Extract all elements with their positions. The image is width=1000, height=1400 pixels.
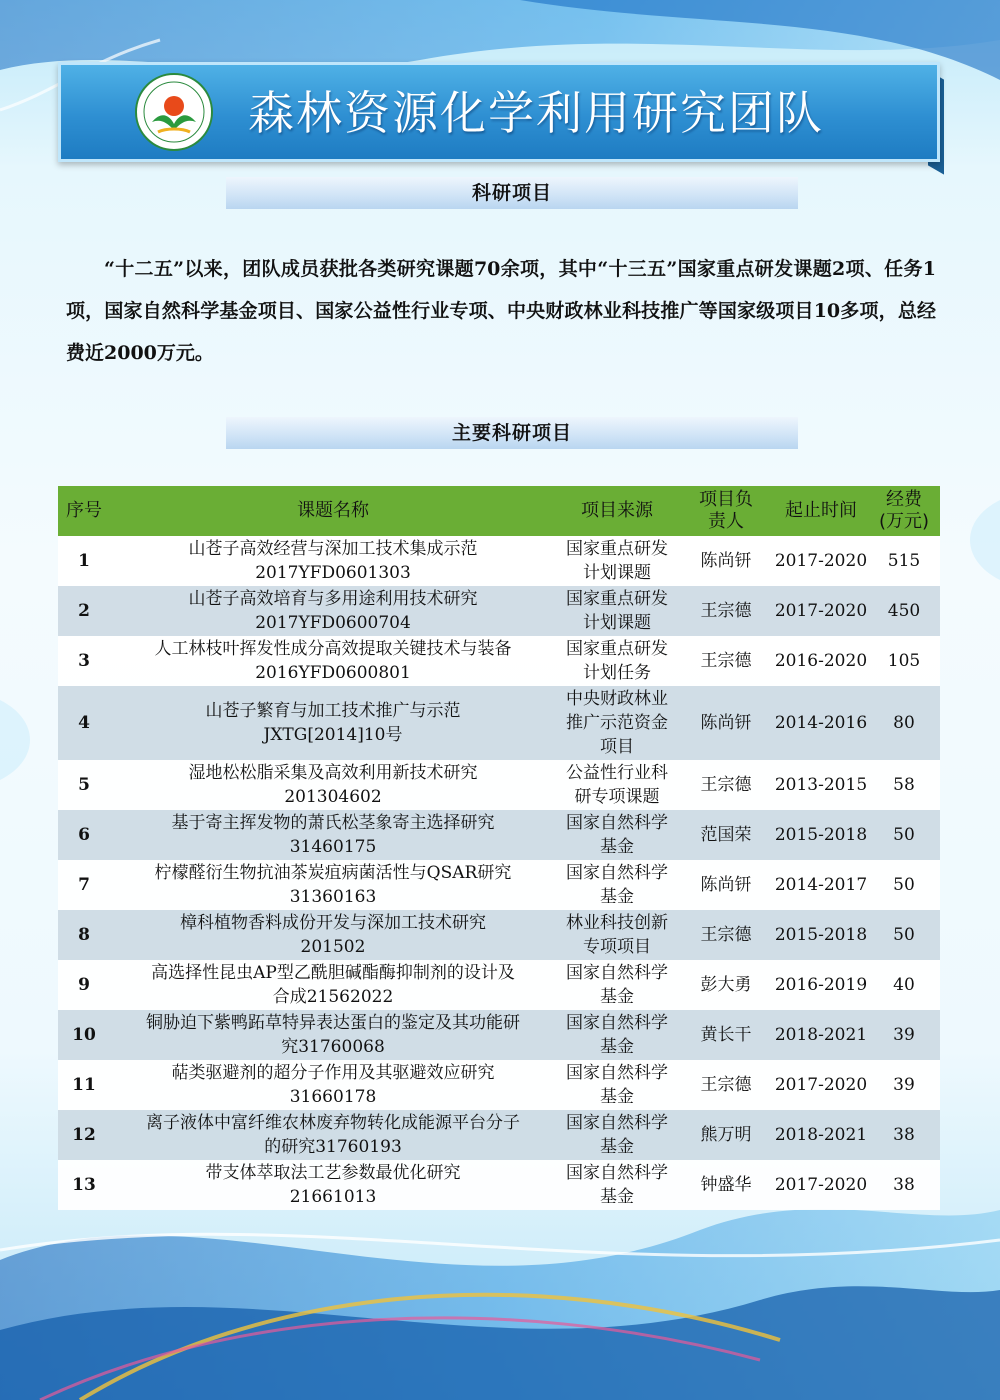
cell-project-name-line1: 山苍子繁育与加工技术推广与示范 — [205, 701, 461, 721]
cell-no: 13 — [58, 1160, 110, 1210]
cell-source-line1: 国家自然科学 — [566, 1013, 668, 1033]
cell-project-name-line1: 湿地松松脂采集及高效利用新技术研究 — [188, 763, 478, 783]
cell-period: 2014-2016 — [774, 686, 868, 760]
cell-funding: 40 — [868, 960, 940, 1010]
intro-paragraph: “十二五”以来，团队成员获批各类研究课题70余项，其中“十三五”国家重点研发课题2项、任务1项，国家自然科学基金项目、国家公益性行业专项、中央财政林业科技推广等国家级项目10多项，总经费近2000万元。 — [66, 258, 936, 364]
table-row — [58, 636, 940, 686]
header-leader-line1: 项目负 — [699, 489, 753, 510]
cell-project-name-line1: 离子液体中富纤维农林废弃物转化成能源平台分子 — [146, 1113, 520, 1133]
cell-no: 6 — [58, 810, 110, 860]
cell-project-name-line1: 带支体萃取法工艺参数最优化研究 — [205, 1163, 461, 1183]
cell-source — [556, 636, 678, 686]
cell-leader: 黄长干 — [678, 1010, 774, 1060]
cell-project-name-line1: 人工林枝叶挥发性成分高效提取关键技术与装备 — [154, 639, 512, 659]
cell-source-line1: 国家重点研发 — [566, 589, 668, 609]
cell-period: 2016-2019 — [774, 960, 868, 1010]
header-leader-line2: 责人 — [708, 511, 744, 532]
cell-funding: 50 — [868, 810, 940, 860]
cell-period: 2015-2018 — [774, 810, 868, 860]
cell-leader: 王宗德 — [678, 760, 774, 810]
cell-project-name — [110, 960, 556, 1010]
header-name: 课题名称 — [110, 486, 556, 536]
cell-source-line1: 林业科技创新 — [566, 913, 668, 933]
cell-project-name-line2: 2016YFD0600801 — [255, 663, 411, 683]
cell-project-name — [110, 860, 556, 910]
cell-project-name — [110, 1060, 556, 1110]
cell-funding: 38 — [868, 1110, 940, 1160]
page-title: 森林资源化学利用研究团队 — [248, 86, 824, 140]
cell-project-name-line2: 31360163 — [289, 887, 377, 907]
cell-source — [556, 1060, 678, 1110]
cell-project-name-line2: 的研究31760193 — [264, 1137, 402, 1157]
table-row — [58, 960, 940, 1010]
table-header-row — [58, 486, 940, 536]
cell-period: 2018-2021 — [774, 1010, 868, 1060]
cell-project-name-line2: 21661013 — [289, 1187, 377, 1207]
cell-source-line1: 国家自然科学 — [566, 1163, 668, 1183]
cell-leader: 范国荣 — [678, 810, 774, 860]
cell-period: 2017-2020 — [774, 536, 868, 586]
cell-no: 4 — [58, 686, 110, 760]
cell-source-line2: 基金 — [600, 1187, 634, 1207]
cell-period: 2016-2020 — [774, 636, 868, 686]
cell-no: 2 — [58, 586, 110, 636]
cell-project-name-line1: 山苍子高效培育与多用途利用技术研究 — [188, 589, 478, 609]
cell-project-name — [110, 1110, 556, 1160]
table-row — [58, 1110, 940, 1160]
cell-project-name-line1: 柠檬醛衍生物抗油茶炭疽病菌活性与QSAR研究 — [154, 863, 512, 883]
cell-no: 9 — [58, 960, 110, 1010]
cell-source — [556, 760, 678, 810]
cell-no: 8 — [58, 910, 110, 960]
cell-source-line2: 研专项课题 — [574, 787, 660, 807]
cell-period: 2017-2020 — [774, 1160, 868, 1210]
cell-project-name — [110, 636, 556, 686]
cell-source-line2: 基金 — [600, 837, 634, 857]
cell-source-line2: 计划课题 — [583, 613, 651, 633]
header-period: 起止时间 — [774, 486, 868, 536]
cell-source-line1: 国家自然科学 — [566, 1063, 668, 1083]
table-row — [58, 860, 940, 910]
cell-no: 11 — [58, 1060, 110, 1110]
cell-source-line1: 国家自然科学 — [566, 863, 668, 883]
cell-funding: 105 — [868, 636, 940, 686]
cell-project-name — [110, 1010, 556, 1060]
cell-no: 5 — [58, 760, 110, 810]
cell-source — [556, 860, 678, 910]
university-logo-icon — [134, 72, 214, 152]
cell-project-name-line1: 萜类驱避剂的超分子作用及其驱避效应研究 — [171, 1063, 495, 1083]
cell-period: 2014-2017 — [774, 860, 868, 910]
cell-leader: 陈尚钘 — [678, 536, 774, 586]
cell-project-name-line2: 2017YFD0601303 — [255, 563, 411, 583]
cell-period: 2017-2020 — [774, 1060, 868, 1110]
cell-no: 7 — [58, 860, 110, 910]
table-row — [58, 686, 940, 760]
table-row — [58, 1010, 940, 1060]
table-row — [58, 910, 940, 960]
cell-leader: 陈尚钘 — [678, 686, 774, 760]
table-row — [58, 536, 940, 586]
cell-no: 3 — [58, 636, 110, 686]
cell-period: 2013-2015 — [774, 760, 868, 810]
cell-funding: 515 — [868, 536, 940, 586]
cell-project-name-line1: 山苍子高效经营与深加工技术集成示范 — [188, 539, 478, 559]
cell-project-name-line2: 合成21562022 — [272, 987, 394, 1007]
cell-leader: 王宗德 — [678, 1060, 774, 1110]
cell-source-line1: 国家重点研发 — [566, 639, 668, 659]
cell-source-line1: 国家自然科学 — [566, 813, 668, 833]
cell-period: 2015-2018 — [774, 910, 868, 960]
cell-source-line2: 推广示范资金 — [566, 713, 668, 733]
cell-project-name — [110, 586, 556, 636]
cell-no: 1 — [58, 536, 110, 586]
cell-source-line2: 计划课题 — [583, 563, 651, 583]
cell-project-name — [110, 686, 556, 760]
cell-source-line1: 国家自然科学 — [566, 963, 668, 983]
header-leader — [678, 486, 774, 536]
table-row — [58, 1060, 940, 1110]
cell-funding: 50 — [868, 860, 940, 910]
cell-source-line1: 国家重点研发 — [566, 539, 668, 559]
header-no: 序号 — [58, 486, 110, 536]
cell-period: 2017-2020 — [774, 586, 868, 636]
header-funding-line1: 经费 — [886, 489, 922, 510]
cell-project-name — [110, 910, 556, 960]
section-title-main-projects: 主要科研项目 — [226, 417, 798, 449]
cell-project-name-line1: 基于寄主挥发物的萧氏松茎象寄主选择研究 — [171, 813, 495, 833]
cell-source-line3: 项目 — [600, 737, 634, 757]
cell-source-line2: 基金 — [600, 1137, 634, 1157]
cell-leader: 陈尚钘 — [678, 860, 774, 910]
cell-source-line2: 基金 — [600, 1037, 634, 1057]
cell-leader: 钟盛华 — [678, 1160, 774, 1210]
cell-source — [556, 586, 678, 636]
cell-project-name — [110, 760, 556, 810]
cell-source-line2: 专项项目 — [583, 937, 651, 957]
cell-leader: 彭大勇 — [678, 960, 774, 1010]
header-funding-line2: (万元) — [878, 511, 930, 532]
table-body — [58, 536, 940, 1210]
cell-project-name-line1: 高选择性昆虫AP型乙酰胆碱酯酶抑制剂的设计及 — [151, 963, 515, 983]
cell-project-name-line1: 铜胁迫下紫鸭跖草特异表达蛋白的鉴定及其功能研 — [146, 1013, 520, 1033]
cell-funding: 50 — [868, 910, 940, 960]
cell-funding: 38 — [868, 1160, 940, 1210]
cell-project-name — [110, 1160, 556, 1210]
section-title-research: 科研项目 — [226, 177, 798, 209]
projects-table — [58, 486, 940, 1210]
cell-source-line2: 基金 — [600, 1087, 634, 1107]
cell-source — [556, 686, 678, 760]
table-row — [58, 586, 940, 636]
cell-funding: 39 — [868, 1010, 940, 1060]
header-funding — [868, 486, 940, 536]
cell-source — [556, 536, 678, 586]
table-row — [58, 810, 940, 860]
cell-source — [556, 810, 678, 860]
cell-project-name-line2: 31460175 — [289, 837, 377, 857]
cell-leader: 王宗德 — [678, 636, 774, 686]
cell-source — [556, 1160, 678, 1210]
cell-source — [556, 1110, 678, 1160]
cell-funding: 58 — [868, 760, 940, 810]
cell-project-name-line2: 201304602 — [284, 787, 382, 807]
cell-leader: 熊万明 — [678, 1110, 774, 1160]
cell-project-name-line2: 201502 — [300, 937, 366, 957]
cell-period: 2018-2021 — [774, 1110, 868, 1160]
cell-source-line2: 计划任务 — [583, 663, 651, 683]
cell-source — [556, 910, 678, 960]
table-row — [58, 760, 940, 810]
cell-source — [556, 1010, 678, 1060]
cell-no: 10 — [58, 1010, 110, 1060]
cell-project-name-line2: 31660178 — [289, 1087, 377, 1107]
header-source: 项目来源 — [556, 486, 678, 536]
cell-source-line2: 基金 — [600, 887, 634, 907]
cell-project-name-line2: JXTG[2014]10号 — [263, 725, 403, 745]
cell-source-line1: 中央财政林业 — [566, 689, 668, 709]
cell-project-name — [110, 536, 556, 586]
cell-source-line1: 公益性行业科 — [566, 763, 668, 783]
cell-source-line1: 国家自然科学 — [566, 1113, 668, 1133]
cell-no: 12 — [58, 1110, 110, 1160]
cell-project-name-line2: 2017YFD0600704 — [255, 613, 411, 633]
cell-source-line2: 基金 — [600, 987, 634, 1007]
cell-leader: 王宗德 — [678, 586, 774, 636]
cell-leader: 王宗德 — [678, 910, 774, 960]
cell-funding: 39 — [868, 1060, 940, 1110]
table-row — [58, 1160, 940, 1210]
cell-project-name-line1: 樟科植物香料成份开发与深加工技术研究 — [180, 913, 486, 933]
cell-project-name — [110, 810, 556, 860]
cell-project-name-line2: 究31760068 — [281, 1037, 385, 1057]
cell-source — [556, 960, 678, 1010]
cell-funding: 80 — [868, 686, 940, 760]
cell-funding: 450 — [868, 586, 940, 636]
